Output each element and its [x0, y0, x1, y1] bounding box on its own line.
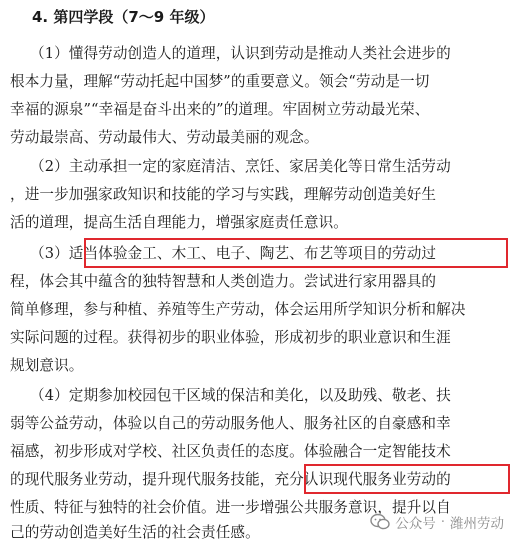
wechat-official-account-icon [370, 513, 390, 531]
paragraph-4-line-1: （4）定期参加校园包干区域的保洁和美化，以及助残、敬老、扶 [30, 387, 451, 404]
paragraph-1-line-1: （1）懂得劳动创造人的道理，认识到劳动是推动人类社会进步的 [30, 45, 451, 62]
watermark [370, 511, 504, 533]
paragraph-4-line-2: 弱等公益劳动，体验以自己的劳动服务他人、服务社区的自豪感和幸 [10, 415, 451, 432]
paragraph-1-line-3: 幸福的源泉”“幸福是奋斗出来的”的道理。牢固树立劳动最光荣、 [10, 101, 430, 118]
paragraph-1-line-2: 根本力量，理解“劳动托起中国梦”的重要意义。领会“劳动是一切 [10, 73, 430, 90]
paragraph-3-line-4: 实际问题的过程。获得初步的职业体验，形成初步的职业意识和生涯 [10, 329, 451, 346]
paragraph-4-line-6: 己的劳动创造美好生活的社会责任感。 [10, 524, 260, 541]
watermark-prefix: 公众号 [395, 516, 436, 532]
paragraph-2-line-2: ，进一步加强家政知识和技能的学习与实践，理解劳动创造美好生 [10, 186, 437, 203]
paragraph-3-line-1: （3）适当体验金工、木工、电子、陶艺、布艺等项目的劳动过 [30, 245, 437, 262]
watermark-account-name: 潍州劳动 [450, 516, 504, 532]
section-heading: 4. 第四学段（7～9 年级） [32, 8, 215, 26]
paragraph-1-line-4: 劳动最崇高、劳动最伟大、劳动最美丽的观念。 [10, 129, 319, 146]
paragraph-3-line-3: 简单修理，参与种植、养殖等生产劳动，体会运用所学知识分析和解决 [10, 301, 466, 318]
watermark-separator: · [440, 514, 445, 530]
paragraph-3-line-2: 程，体会其中蕴含的独特智慧和人类创造力。尝试进行家用器具的 [10, 273, 437, 290]
paragraph-4-line-4: 的现代服务业劳动，提升现代服务技能，充分认识现代服务业劳动的 [10, 471, 451, 488]
paragraph-2-line-1: （2）主动承担一定的家庭清洁、烹饪、家居美化等日常生活劳动 [30, 158, 451, 175]
paragraph-2-line-3: 活的道理，提高生活自理能力，增强家庭责任意识。 [10, 214, 348, 231]
paragraph-4-line-5: 性质、特征与独特的社会价值。进一步增强公共服务意识，提升以自 [10, 499, 451, 516]
paragraph-3-line-5: 规划意识。 [10, 357, 84, 374]
paragraph-4-line-3: 福感，初步形成对学校、社区负责任的态度。体验融合一定智能技术 [10, 443, 451, 460]
